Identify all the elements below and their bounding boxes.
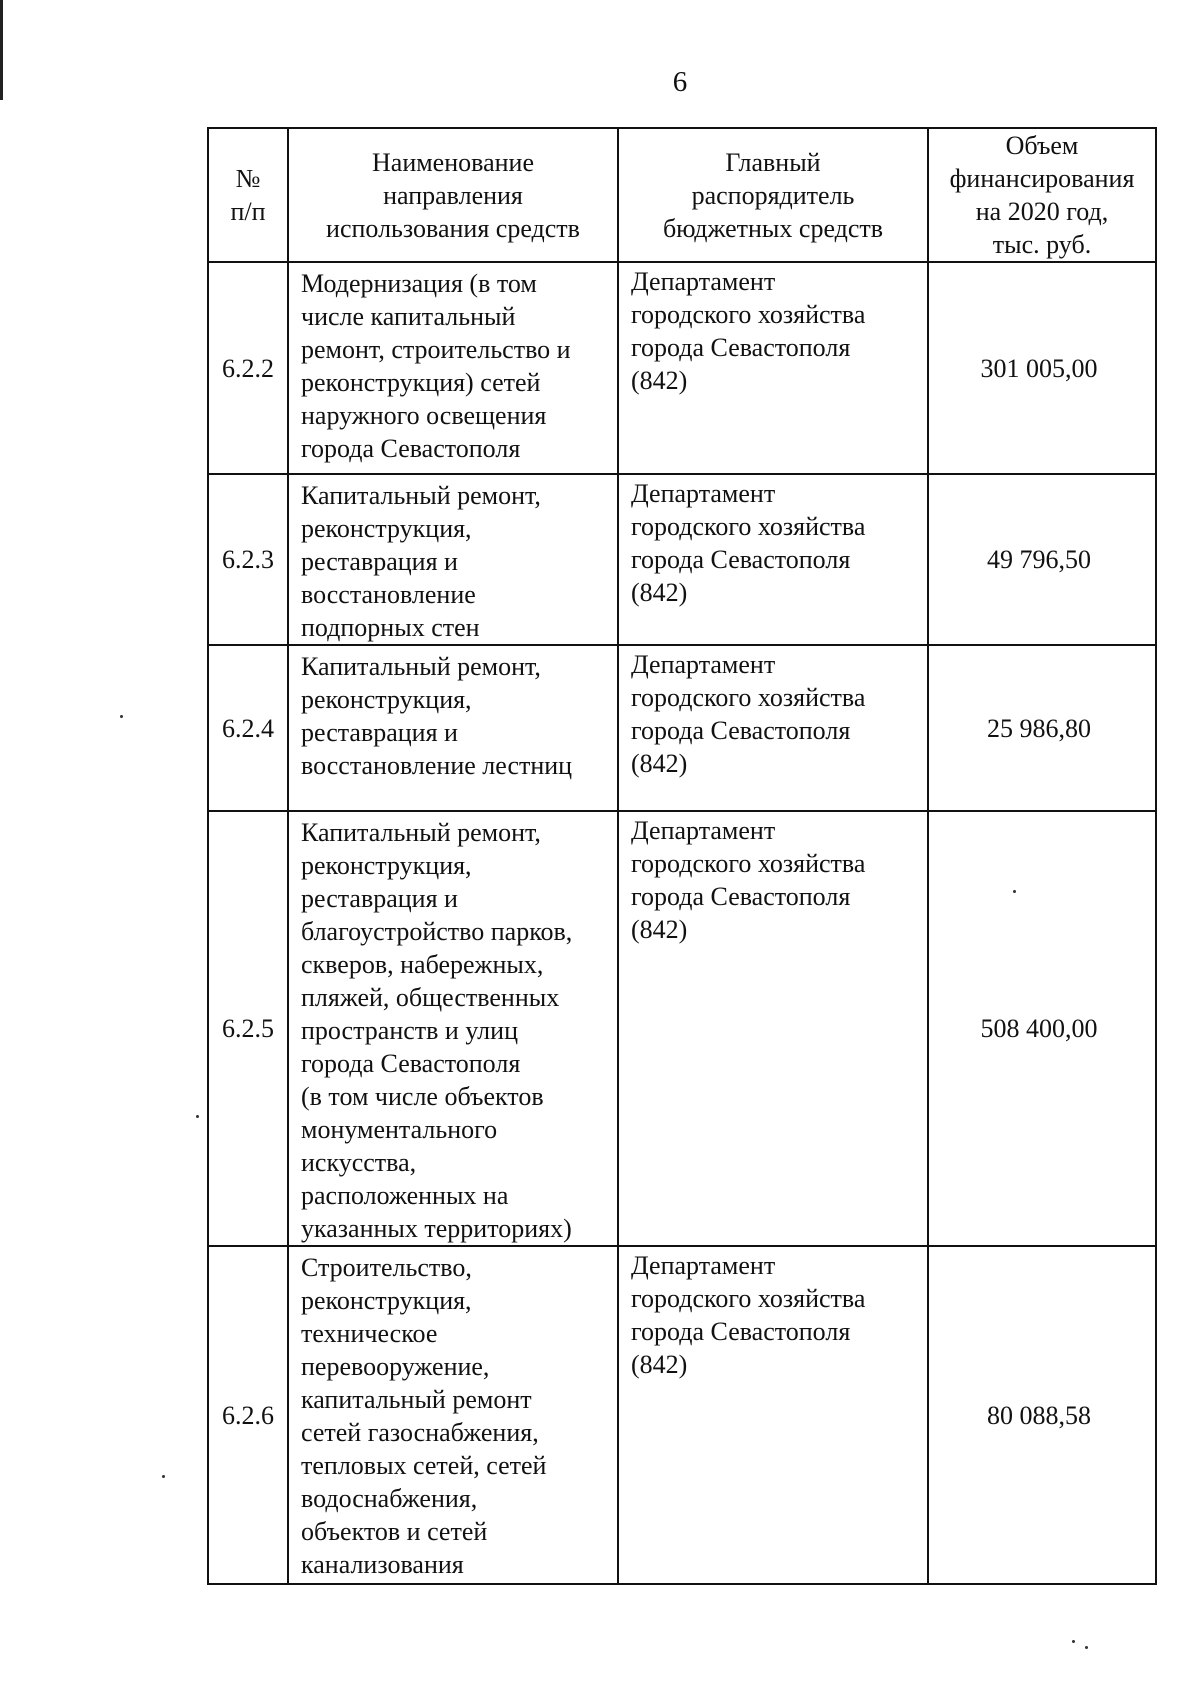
row-funding-amount: 49 796,50 (928, 474, 1156, 645)
table-row (208, 811, 1156, 1246)
row-number: 6.2.6 (208, 1246, 288, 1584)
header-funding-amount: Объем финансирования на 2020 год, тыс. руб. (928, 128, 1156, 262)
row-funding-amount: 25 986,80 (928, 645, 1156, 811)
row-budget-administrator: Департамент городского хозяйства города Севастополя (842) (618, 474, 928, 645)
page-number: 6 (672, 66, 688, 98)
table-header-row (208, 128, 1156, 262)
table-row (208, 474, 1156, 645)
row-direction-name: Капитальный ремонт, реконструкция, реставрация и восстановление подпорных стен (288, 474, 618, 645)
row-number: 6.2.2 (208, 262, 288, 474)
row-number: 6.2.3 (208, 474, 288, 645)
row-budget-administrator: Департамент городского хозяйства города Севастополя (842) (618, 811, 928, 1246)
header-budget-administrator: Главный распорядитель бюджетных средств (618, 128, 928, 262)
table-row (208, 645, 1156, 811)
budget-allocation-table (207, 127, 1157, 1585)
scan-speck (1013, 890, 1016, 893)
row-budget-administrator: Департамент городского хозяйства города Севастополя (842) (618, 262, 928, 474)
scan-speck (196, 1115, 199, 1118)
row-direction-name: Модернизация (в том числе капитальный ремонт, строительство и реконструкция) сетей наружного освещения города Севастополя (288, 262, 618, 474)
row-direction-name: Капитальный ремонт, реконструкция, реставрация и благоустройство парков, скверов, набережных, пляжей, общественных пространств и улиц города Севастополя (в том числе объектов монументального искусства, расположенных на указанных территориях) (288, 811, 618, 1246)
row-funding-amount: 508 400,00 (928, 811, 1156, 1246)
row-direction-name: Строительство, реконструкция, техническое перевооружение, капитальный ремонт сетей газоснабжения, тепловых сетей, сетей водоснабжения, объектов и сетей канализования (288, 1246, 618, 1584)
row-funding-amount: 80 088,58 (928, 1246, 1156, 1584)
row-direction-name: Капитальный ремонт, реконструкция, реставрация и восстановление лестниц (288, 645, 618, 811)
scan-speck (120, 715, 123, 718)
header-direction-name: Наименование направления использования средств (288, 128, 618, 262)
scan-speck (1072, 1640, 1075, 1643)
row-funding-amount: 301 005,00 (928, 262, 1156, 474)
row-number: 6.2.5 (208, 811, 288, 1246)
row-budget-administrator: Департамент городского хозяйства города Севастополя (842) (618, 645, 928, 811)
table-row (208, 1246, 1156, 1584)
header-number: № п/п (208, 128, 288, 262)
scan-speck (1085, 1646, 1088, 1649)
row-number: 6.2.4 (208, 645, 288, 811)
table-row (208, 262, 1156, 474)
row-budget-administrator: Департамент городского хозяйства города Севастополя (842) (618, 1246, 928, 1584)
scan-speck (162, 1475, 165, 1478)
